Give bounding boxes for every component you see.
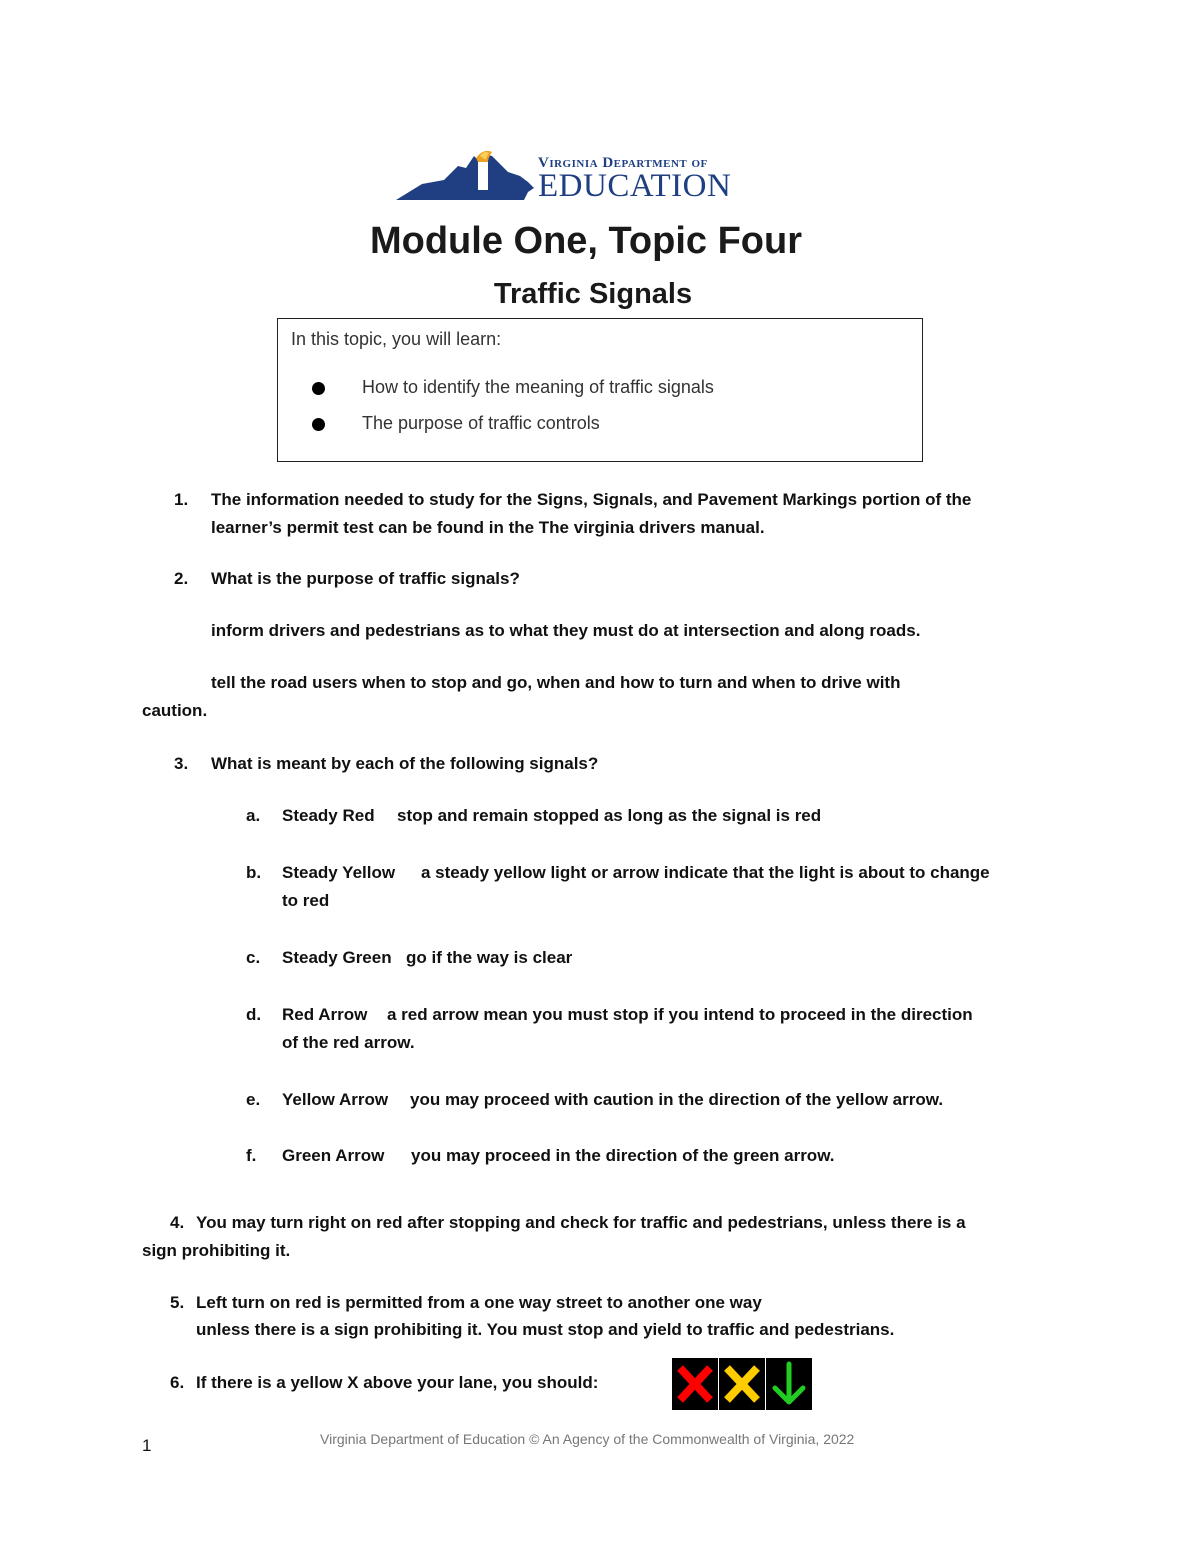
q3f-answer: you may proceed in the direction of the green arrow.	[411, 1146, 835, 1165]
q1-number: 1.	[174, 490, 189, 509]
footer-text: Virginia Department of Education © An Agency of the Commonwealth of Virginia, 2022	[320, 1431, 855, 1447]
page-number: 1	[142, 1436, 152, 1455]
q3f-label: Green Arrow	[282, 1146, 385, 1165]
objective-item: How to identify the meaning of traffic signals	[362, 377, 714, 397]
q3a-answer: stop and remain stopped as long as the signal is red	[397, 806, 822, 825]
objectives-box	[277, 318, 923, 462]
q3b-answer: a steady yellow light or arrow indicate that the light is about to change	[421, 863, 990, 882]
q2-answer2-line1: tell the road users when to stop and go, when and how to turn and when to drive with	[211, 673, 901, 692]
lane-control-signals	[672, 1358, 810, 1410]
q3-text: What is meant by each of the following signals?	[211, 754, 599, 773]
q2-answer2-line2: caution.	[142, 701, 208, 720]
page-title: Module One, Topic Four	[369, 220, 803, 262]
q3e-answer: you may proceed with caution in the direction of the yellow arrow.	[410, 1090, 944, 1109]
green-down-arrow-icon	[766, 1358, 812, 1410]
q3-number: 3.	[174, 754, 189, 773]
q3c-label: Steady Green	[282, 948, 392, 967]
q3c-answer: go if the way is clear	[406, 948, 573, 967]
bullet-icon	[312, 418, 325, 431]
q4-number: 4.	[170, 1213, 185, 1232]
page-subtitle: Traffic Signals	[493, 278, 693, 310]
vdoe-logo	[396, 146, 760, 208]
logo-line1: Virginia Department of	[538, 155, 708, 171]
red-x-icon	[672, 1358, 718, 1410]
q3d-letter: d.	[246, 1005, 262, 1024]
yellow-x-icon	[719, 1358, 765, 1410]
q2-number: 2.	[174, 569, 189, 588]
q3f-letter: f.	[246, 1146, 257, 1165]
bullet-icon	[312, 382, 325, 395]
q3d-answer-line2: of the red arrow.	[282, 1033, 415, 1052]
q3a-letter: a.	[246, 806, 261, 825]
q3d-label: Red Arrow	[282, 1005, 368, 1024]
objectives-intro: In this topic, you will learn:	[291, 329, 502, 349]
q1-line2: learner’s permit test can be found in the The virginia drivers manual.	[211, 518, 765, 537]
q3a-label: Steady Red	[282, 806, 375, 825]
virginia-state-icon	[396, 146, 536, 208]
green-arrow-signal	[766, 1358, 812, 1410]
q2-text: What is the purpose of traffic signals?	[211, 569, 520, 588]
q2-answer1: inform drivers and pedestrians as to what they must do at intersection and along roads.	[211, 621, 921, 640]
q6-number: 6.	[170, 1373, 185, 1392]
yellow-x-signal	[719, 1358, 765, 1410]
q3b-label: Steady Yellow	[282, 863, 396, 882]
red-x-signal	[672, 1358, 718, 1410]
q3b-answer-line2: to red	[282, 891, 330, 910]
q4-line2: sign prohibiting it.	[142, 1241, 291, 1260]
q5-number: 5.	[170, 1293, 185, 1312]
q3b-letter: b.	[246, 863, 262, 882]
q4-line1: You may turn right on red after stopping and check for traffic and pedestrians, unless there is a	[196, 1213, 966, 1232]
q5-line1: Left turn on red is permitted from a one way street to another one way	[196, 1293, 762, 1312]
q3c-letter: c.	[246, 948, 261, 967]
q6-text: If there is a yellow X above your lane, you should:	[196, 1373, 599, 1392]
q3e-letter: e.	[246, 1090, 261, 1109]
q5-line2: unless there is a sign prohibiting it. You must stop and yield to traffic and pedestrians.	[196, 1320, 895, 1339]
q3d-answer: a red arrow mean you must stop if you intend to proceed in the direction	[387, 1005, 973, 1024]
logo-line2: EDUCATION	[538, 168, 732, 204]
q3e-label: Yellow Arrow	[282, 1090, 389, 1109]
q1-line1: The information needed to study for the Signs, Signals, and Pavement Markings portion of the	[211, 490, 972, 509]
objective-item: The purpose of traffic controls	[362, 413, 600, 433]
